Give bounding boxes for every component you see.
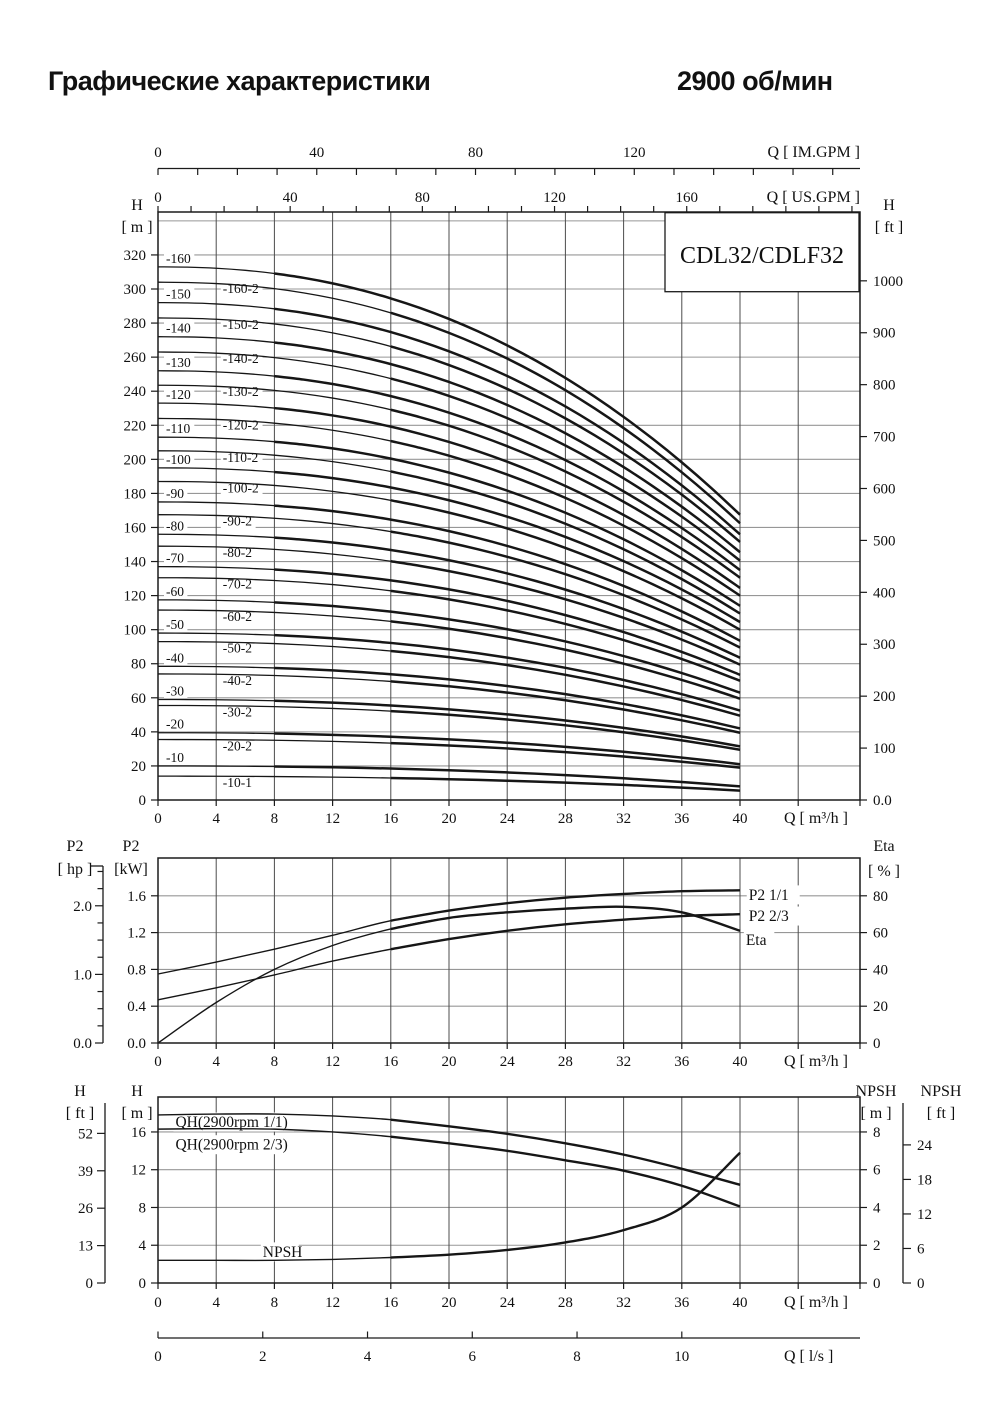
power-efficiency-chart [58,838,900,1070]
curve-label: -30-2 [222,704,252,720]
x-tick-label: 8 [270,1054,279,1070]
kw-header-unit: [kW] [114,861,148,878]
curve-label: -40 [166,650,185,666]
page-rpm-label: 2900 об/мин [677,66,833,96]
tick-label: 0 [154,1349,162,1365]
tick-label: 4 [363,1349,372,1365]
m-header: H [131,1083,143,1100]
m-header-unit: [ m ] [121,1105,153,1122]
eta-tick-label: 0 [873,1036,881,1052]
npsh-ft-header-unit: [ ft ] [926,1105,956,1122]
x-tick-label: 20 [441,811,457,827]
axis-unit: Q [ IM.GPM ] [767,144,860,161]
curve-label: -90-2 [222,513,252,529]
curve-label: -110 [166,421,191,437]
x-tick-label: 4 [212,1054,220,1070]
eta-tick-label: 20 [873,999,888,1016]
x-tick-label: 40 [732,811,748,827]
x-tick-label: 32 [616,811,632,827]
y-tick-label: 0.0 [873,793,892,809]
y-right-header-unit: [ ft ] [874,219,904,236]
curve-label: -30 [166,683,185,699]
npsh-m-header-unit: [ m ] [860,1105,892,1122]
curve-label: -70 [166,550,185,566]
npsh-ft-tick-label: 0 [917,1276,925,1292]
axis-unit: Q [ l/s ] [784,1348,834,1365]
eta-header-unit: [ % ] [868,863,900,880]
y-tick-label: 500 [873,533,896,550]
tick-label: 8 [573,1349,581,1365]
series-label: P2 2/3 [748,908,789,926]
x-tick-label: 20 [441,1054,457,1070]
tick-label: 120 [543,190,566,206]
y-tick-label: 1000 [873,273,903,290]
curve-label: -10-1 [222,775,252,791]
eta-header: Eta [873,838,895,855]
npsh-ft-tick-label: 6 [917,1241,925,1258]
tick-label: 0 [154,145,162,161]
hp-header: P2 [66,838,84,855]
us-gpm-axis [154,189,860,212]
tick-label: 80 [414,190,430,206]
curve-label: -160 [166,250,191,266]
x-tick-label: 4 [212,1295,220,1311]
tick-label: 120 [623,145,646,161]
im-gpm-axis [154,144,860,175]
npsh-m-tick-label: 6 [873,1162,881,1179]
curve-label: -20-2 [222,738,252,754]
y-tick-label: 200 [123,452,146,469]
y-tick-label: 60 [131,690,146,707]
npsh-m-header: NPSH [855,1083,897,1100]
curve-label: -80 [166,518,185,534]
eta-tick-label: 60 [873,925,888,942]
y-tick-label: 1.2 [127,925,146,942]
tick-label: 0 [154,190,162,206]
npsh-m-tick-label: 8 [873,1124,881,1141]
npsh-ft-header: NPSH [920,1083,962,1100]
ft-tick-label: 0 [85,1276,93,1292]
ft-tick-label: 26 [78,1201,93,1218]
qh-npsh-chart [66,1083,962,1311]
y-tick-label: 320 [123,247,146,264]
x-axis-unit: Q [ m³/h ] [784,1294,848,1311]
x-tick-label: 28 [557,1054,573,1070]
ft-header-unit: [ ft ] [65,1105,95,1122]
curve-label: -160-2 [222,281,259,297]
curve-label: -100-2 [222,480,259,496]
x-tick-label: 12 [325,811,341,827]
series-label: P2 1/1 [748,886,789,904]
y-tick-label: 1.6 [127,888,146,905]
y-tick-label: 0.0 [127,1036,146,1052]
curve-label: -10 [166,749,185,765]
eta-tick-label: 80 [873,888,888,905]
series-label: Eta [745,931,767,949]
tick-label: 40 [309,145,325,161]
x-tick-label: 24 [499,811,515,827]
tick-label: 10 [674,1349,690,1365]
x-tick-label: 24 [499,1054,515,1070]
flow-head-chart [121,197,903,827]
page-title: Графические характеристики [48,66,431,96]
tick-label: 160 [675,190,698,206]
x-tick-label: 12 [325,1295,341,1311]
y-left-header: H [131,197,143,214]
curve-label: -60 [166,583,185,599]
y-tick-label: 240 [123,384,146,401]
curve-label: -50 [166,617,185,633]
y-tick-label: 300 [873,637,896,654]
curve-label: -90 [166,485,185,501]
series-label: NPSH [262,1243,303,1261]
x-tick-label: 0 [154,811,162,827]
curve-label: -80-2 [222,545,252,561]
y-tick-label: 0.4 [127,999,146,1016]
y-tick-label: 160 [123,520,146,537]
y-tick-label: 280 [123,316,146,333]
tick-label: 40 [282,190,298,206]
curve-label: -130 [166,354,191,370]
ls-axis [154,1332,860,1366]
x-tick-label: 40 [732,1054,748,1070]
ft-tick-label: 13 [78,1238,93,1255]
tick-label: 80 [468,145,484,161]
hp-tick-label: 1.0 [73,967,92,984]
kw-header: P2 [122,838,140,855]
y-tick-label: 4 [138,1238,146,1255]
y-tick-label: 140 [123,554,146,571]
y-tick-label: 600 [873,481,896,498]
curve-label: -120-2 [222,417,259,433]
y-tick-label: 40 [131,724,146,741]
y-tick-label: 8 [138,1200,146,1217]
x-tick-label: 16 [383,811,399,827]
ft-header: H [74,1083,86,1100]
curve-label: -150 [166,286,191,302]
x-tick-label: 24 [499,1295,515,1311]
hp-header-unit: [ hp ] [57,861,93,878]
y-tick-label: 220 [123,418,146,435]
y-tick-label: 200 [873,689,896,706]
y-left-header-unit: [ m ] [121,219,153,236]
x-tick-label: 40 [732,1295,748,1311]
npsh-ft-tick-label: 12 [917,1206,932,1223]
curve-label: -20 [166,716,185,732]
y-tick-label: 16 [131,1124,146,1141]
curve-label: -140-2 [222,351,259,367]
y-tick-label: 260 [123,350,146,367]
y-tick-label: 900 [873,325,896,342]
x-tick-label: 8 [270,811,279,827]
curve-label: -150-2 [222,316,259,332]
x-tick-label: 20 [441,1295,457,1311]
y-tick-label: 180 [123,486,146,503]
y-tick-label: 0 [138,793,146,809]
x-tick-label: 28 [557,1295,573,1311]
x-tick-label: 36 [674,811,690,827]
hp-tick-label: 0.0 [73,1036,92,1052]
eta-tick-label: 40 [873,962,888,979]
x-tick-label: 12 [325,1054,341,1070]
ft-tick-label: 39 [78,1163,93,1180]
x-tick-label: 32 [616,1054,632,1070]
x-tick-label: 4 [212,811,220,827]
y-tick-label: 80 [131,656,146,673]
curve-label: -140 [166,320,191,336]
x-tick-label: 36 [674,1054,690,1070]
ft-tick-label: 52 [78,1126,93,1143]
plot-frame [158,212,860,800]
curve-label: -40-2 [222,672,252,688]
y-tick-label: 0 [138,1276,146,1292]
x-tick-label: 16 [383,1054,399,1070]
y-tick-label: 100 [873,741,896,758]
x-tick-label: 0 [154,1054,162,1070]
y-tick-label: 12 [131,1162,146,1179]
y-tick-label: 20 [131,758,146,775]
axis-unit: Q [ US.GPM ] [766,189,860,206]
x-tick-label: 0 [154,1295,162,1311]
hp-tick-label: 2.0 [73,898,92,915]
series-label: QH(2900rpm 1/1) [175,1114,288,1132]
model-label: CDL32/CDLF32 [679,243,845,269]
curve-label: -100 [166,451,191,467]
y-tick-label: 400 [873,585,896,602]
y-right-header: H [883,197,895,214]
npsh-m-tick-label: 0 [873,1276,881,1292]
npsh-m-tick-label: 2 [873,1238,881,1255]
y-tick-label: 120 [123,588,146,605]
x-tick-label: 28 [557,811,573,827]
x-axis-unit: Q [ m³/h ] [784,1053,848,1070]
tick-label: 2 [259,1349,267,1365]
curve-label: -130-2 [222,384,259,400]
x-axis-unit: Q [ m³/h ] [784,810,848,827]
curve-label: -60-2 [222,609,252,625]
x-tick-label: 8 [270,1295,279,1311]
npsh-ft-tick-label: 24 [917,1137,932,1154]
npsh-ft-tick-label: 18 [917,1172,932,1189]
series-label: QH(2900rpm 2/3) [175,1136,288,1154]
tick-label: 6 [468,1349,477,1365]
x-tick-label: 16 [383,1295,399,1311]
y-tick-label: 300 [123,282,146,299]
curve-label: -50-2 [222,640,252,656]
y-tick-label: 0.8 [127,962,146,979]
curve-label: -120 [166,387,191,403]
curve-label: -70-2 [222,576,252,592]
y-tick-label: 700 [873,429,896,446]
curve-label: -110-2 [222,449,259,465]
x-tick-label: 32 [616,1295,632,1311]
y-tick-label: 100 [123,622,146,639]
npsh-m-tick-label: 4 [873,1200,881,1217]
x-tick-label: 36 [674,1295,690,1311]
y-tick-label: 800 [873,377,896,394]
